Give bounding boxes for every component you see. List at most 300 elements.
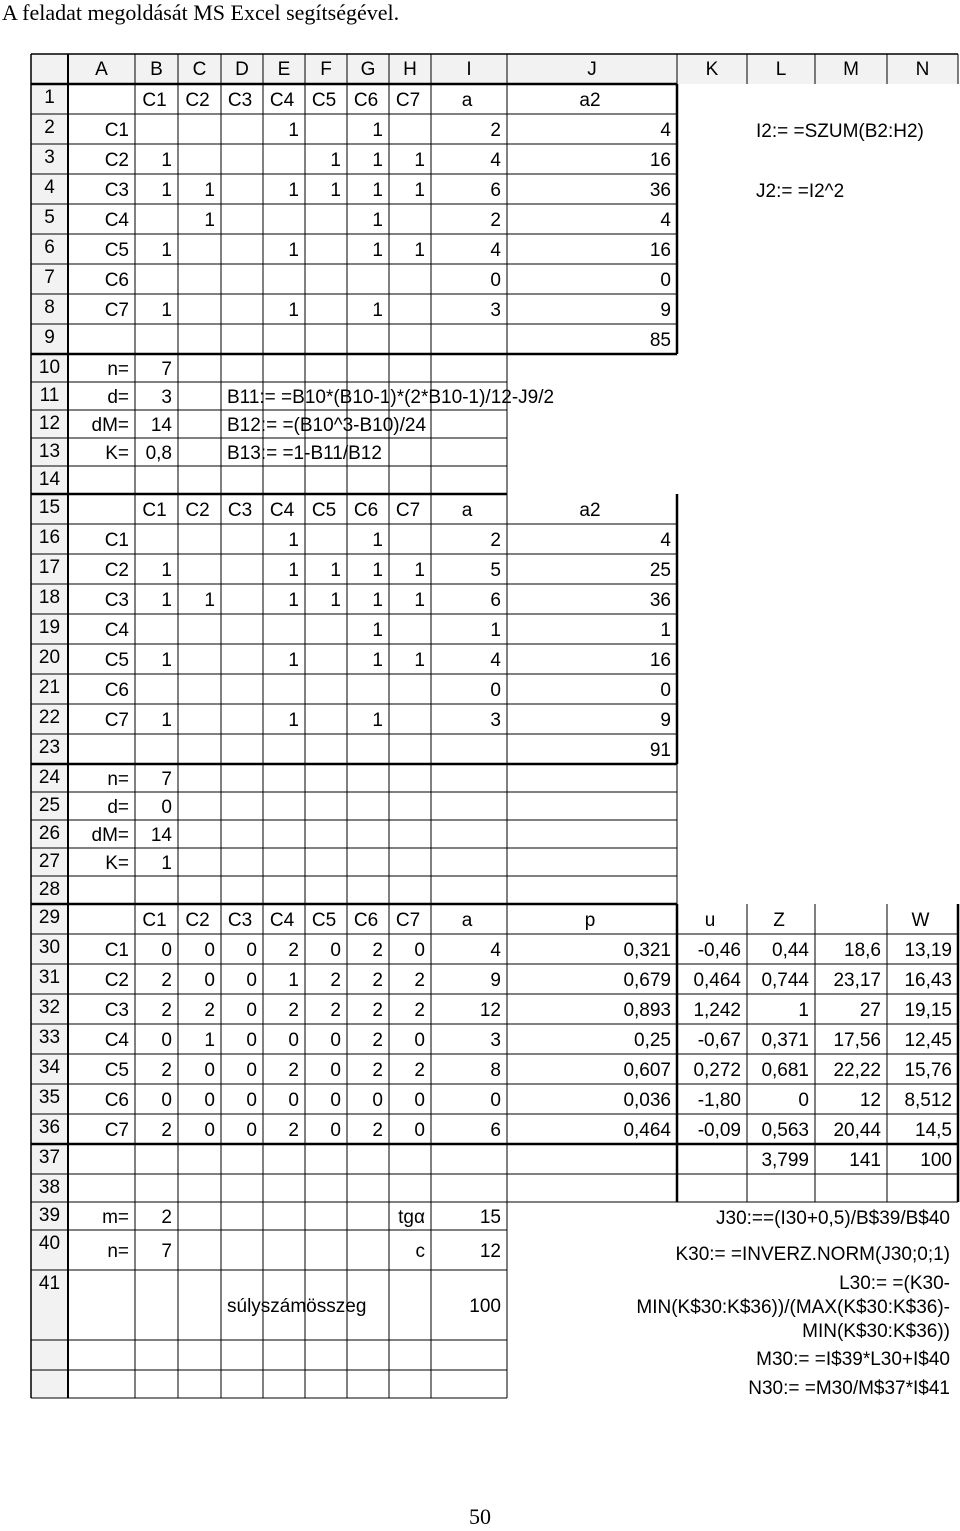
spreadsheet-cell-m32[interactable]: 27 xyxy=(859,999,881,1021)
spreadsheet-cell-e29[interactable]: C4 xyxy=(269,909,295,931)
spreadsheet-cell-f31[interactable]: 2 xyxy=(330,969,341,991)
spreadsheet-cell-g29[interactable]: C6 xyxy=(353,909,379,931)
spreadsheet-cell-i32[interactable]: 12 xyxy=(479,999,501,1021)
spreadsheet-cell-e31[interactable]: 1 xyxy=(288,969,299,991)
spreadsheet-cell-i18[interactable]: 6 xyxy=(490,589,501,611)
spreadsheet-cell-i20[interactable]: 4 xyxy=(490,649,501,671)
spreadsheet-cell-b33[interactable]: 0 xyxy=(161,1029,172,1051)
spreadsheet-cell-m34[interactable]: 22,22 xyxy=(833,1059,881,1081)
spreadsheet-cell-f18[interactable]: 1 xyxy=(330,589,341,611)
spreadsheet-cell-m30[interactable]: 18,6 xyxy=(844,939,881,961)
row-header-29[interactable]: 29 xyxy=(38,907,61,928)
spreadsheet-cell-b25[interactable]: 0 xyxy=(161,796,172,818)
spreadsheet-cell-e32[interactable]: 2 xyxy=(288,999,299,1021)
spreadsheet-cell-f4[interactable]: 1 xyxy=(330,179,341,201)
spreadsheet-cell-h4[interactable]: 1 xyxy=(414,179,425,201)
spreadsheet-cell-g20[interactable]: 1 xyxy=(372,649,383,671)
row-header-28[interactable]: 28 xyxy=(38,879,61,900)
spreadsheet-cell-h3[interactable]: 1 xyxy=(414,149,425,171)
spreadsheet-cell-a25[interactable]: d= xyxy=(107,796,129,818)
spreadsheet-cell-a4[interactable]: C3 xyxy=(104,179,129,201)
row-header-1[interactable]: 1 xyxy=(44,87,55,108)
spreadsheet-cell-c5[interactable]: 1 xyxy=(204,209,215,231)
spreadsheet-cell-g16[interactable]: 1 xyxy=(372,529,383,551)
spreadsheet-cell-b6[interactable]: 1 xyxy=(161,239,172,261)
spreadsheet-cell-a6[interactable]: C5 xyxy=(104,239,129,261)
spreadsheet-cell-k30[interactable]: -0,46 xyxy=(697,939,741,961)
row-header-12[interactable]: 12 xyxy=(38,413,61,434)
row-header-10[interactable]: 10 xyxy=(38,357,61,378)
spreadsheet-cell-d30[interactable]: 0 xyxy=(246,939,257,961)
spreadsheet-cell-g18[interactable]: 1 xyxy=(372,589,383,611)
spreadsheet-cell-i2[interactable]: 2 xyxy=(490,119,501,141)
row-header-22[interactable]: 22 xyxy=(38,707,61,728)
spreadsheet-cell-i21[interactable]: 0 xyxy=(490,679,501,701)
row-header-24[interactable]: 24 xyxy=(38,767,61,788)
spreadsheet-cell-c36[interactable]: 0 xyxy=(204,1119,215,1141)
spreadsheet-cell-e22[interactable]: 1 xyxy=(288,709,299,731)
spreadsheet-cell-e1[interactable]: C4 xyxy=(269,89,295,111)
row-header-15[interactable]: 15 xyxy=(38,497,61,518)
spreadsheet-cell-a3[interactable]: C2 xyxy=(104,149,129,171)
spreadsheet-cell-e34[interactable]: 2 xyxy=(288,1059,299,1081)
spreadsheet-cell-h29[interactable]: C7 xyxy=(395,909,421,931)
row-header-14[interactable]: 14 xyxy=(38,469,61,490)
spreadsheet-cell-j21[interactable]: 0 xyxy=(660,679,671,701)
spreadsheet-cell-i30[interactable]: 4 xyxy=(490,939,501,961)
spreadsheet-cell-a33[interactable]: C4 xyxy=(104,1029,129,1051)
spreadsheet-cell-e16[interactable]: 1 xyxy=(288,529,299,551)
spreadsheet-cell-e4[interactable]: 1 xyxy=(288,179,299,201)
spreadsheet-cell-j32[interactable]: 0,893 xyxy=(623,999,671,1021)
spreadsheet-cell-b1[interactable]: C1 xyxy=(142,89,167,111)
spreadsheet-cell-e2[interactable]: 1 xyxy=(288,119,299,141)
spreadsheet-cell-i15[interactable]: a xyxy=(461,499,473,521)
row-header-30[interactable]: 30 xyxy=(38,937,61,958)
spreadsheet-cell-k29[interactable]: u xyxy=(704,909,716,931)
spreadsheet-cell-f17[interactable]: 1 xyxy=(330,559,341,581)
row-header-21[interactable]: 21 xyxy=(38,677,61,698)
spreadsheet-cell-j16[interactable]: 4 xyxy=(660,529,671,551)
spreadsheet-cell-l30[interactable]: 0,44 xyxy=(772,939,809,961)
spreadsheet-cell-n34[interactable]: 15,76 xyxy=(904,1059,952,1081)
spreadsheet-cell-j30[interactable]: 0,321 xyxy=(623,939,671,961)
row-header-33[interactable]: 33 xyxy=(38,1027,61,1048)
row-header-2[interactable]: 2 xyxy=(44,117,55,138)
spreadsheet-cell-g34[interactable]: 2 xyxy=(372,1059,383,1081)
column-header-f[interactable]: F xyxy=(320,59,332,80)
spreadsheet-cell-d36[interactable]: 0 xyxy=(246,1119,257,1141)
spreadsheet-cell-f30[interactable]: 0 xyxy=(330,939,341,961)
spreadsheet-cell-j33[interactable]: 0,25 xyxy=(634,1029,671,1051)
spreadsheet-cell-d12[interactable]: B12:= =(B10^3-B10)/24 xyxy=(227,414,427,436)
row-header-7[interactable]: 7 xyxy=(44,267,55,288)
spreadsheet-cell-b30[interactable]: 0 xyxy=(161,939,172,961)
spreadsheet-cell-b15[interactable]: C1 xyxy=(142,499,167,521)
spreadsheet-cell-g35[interactable]: 0 xyxy=(372,1089,383,1111)
row-header-9[interactable]: 9 xyxy=(44,327,55,348)
spreadsheet-cell-c4[interactable]: 1 xyxy=(204,179,215,201)
spreadsheet-cell-g30[interactable]: 2 xyxy=(372,939,383,961)
spreadsheet-cell-k34[interactable]: 0,272 xyxy=(693,1059,741,1081)
spreadsheet-cell-b40[interactable]: 7 xyxy=(161,1240,172,1262)
spreadsheet-cell-b3[interactable]: 1 xyxy=(161,149,172,171)
spreadsheet-cell-e15[interactable]: C4 xyxy=(269,499,295,521)
spreadsheet-cell-e33[interactable]: 0 xyxy=(288,1029,299,1051)
spreadsheet-cell-h30[interactable]: 0 xyxy=(414,939,425,961)
spreadsheet-cell-a24[interactable]: n= xyxy=(107,768,129,790)
spreadsheet-cell-i19[interactable]: 1 xyxy=(490,619,501,641)
spreadsheet-cell-e6[interactable]: 1 xyxy=(288,239,299,261)
spreadsheet-cell-c34[interactable]: 0 xyxy=(204,1059,215,1081)
spreadsheet-cell-k35[interactable]: -1,80 xyxy=(697,1089,741,1111)
spreadsheet-cell-b18[interactable]: 1 xyxy=(161,589,172,611)
spreadsheet-cell-d41[interactable]: súlyszámösszeg xyxy=(227,1295,367,1317)
spreadsheet-cell-e17[interactable]: 1 xyxy=(288,559,299,581)
spreadsheet-cell-a30[interactable]: C1 xyxy=(104,939,129,961)
spreadsheet-cell-i33[interactable]: 3 xyxy=(490,1029,501,1051)
spreadsheet-cell-d34[interactable]: 0 xyxy=(246,1059,257,1081)
spreadsheet-cell-i4[interactable]: 6 xyxy=(490,179,501,201)
row-header-6[interactable]: 6 xyxy=(44,237,55,258)
spreadsheet-cell-e18[interactable]: 1 xyxy=(288,589,299,611)
spreadsheet-cell-a21[interactable]: C6 xyxy=(104,679,129,701)
spreadsheet-cell-j22[interactable]: 9 xyxy=(660,709,671,731)
spreadsheet-cell-f33[interactable]: 0 xyxy=(330,1029,341,1051)
spreadsheet-cell-c33[interactable]: 1 xyxy=(204,1029,215,1051)
row-header-20[interactable]: 20 xyxy=(38,647,61,668)
spreadsheet-cell-n30[interactable]: 13,19 xyxy=(904,939,952,961)
spreadsheet-cell-h39[interactable]: tgα xyxy=(398,1206,425,1228)
spreadsheet-cell-a27[interactable]: K= xyxy=(105,852,129,874)
spreadsheet-cell-e20[interactable]: 1 xyxy=(288,649,299,671)
spreadsheet-cell-i7[interactable]: 0 xyxy=(490,269,501,291)
spreadsheet-cell-j29[interactable]: p xyxy=(584,909,596,931)
spreadsheet-cell-j18[interactable]: 36 xyxy=(649,589,671,611)
spreadsheet-cell-g17[interactable]: 1 xyxy=(372,559,383,581)
spreadsheet-cell-n29[interactable]: W xyxy=(911,909,930,931)
row-header-37[interactable]: 37 xyxy=(38,1147,61,1168)
spreadsheet-cell-e8[interactable]: 1 xyxy=(288,299,299,321)
spreadsheet-cell-a7[interactable]: C6 xyxy=(104,269,129,291)
spreadsheet-cell-i39[interactable]: 15 xyxy=(479,1206,501,1228)
spreadsheet-cell-c35[interactable]: 0 xyxy=(204,1089,215,1111)
column-header-e[interactable]: E xyxy=(277,59,291,80)
spreadsheet-cell-j8[interactable]: 9 xyxy=(660,299,671,321)
spreadsheet-cell-b29[interactable]: C1 xyxy=(142,909,167,931)
column-header-g[interactable]: G xyxy=(360,59,376,80)
spreadsheet-cell-j6[interactable]: 16 xyxy=(649,239,671,261)
spreadsheet-cell-h6[interactable]: 1 xyxy=(414,239,425,261)
spreadsheet-cell-k33[interactable]: -0,67 xyxy=(697,1029,741,1051)
spreadsheet-cell-j2[interactable]: 4 xyxy=(660,119,671,141)
row-header-38[interactable]: 38 xyxy=(38,1177,61,1198)
row-header-11[interactable]: 11 xyxy=(39,385,60,406)
spreadsheet-cell-h20[interactable]: 1 xyxy=(414,649,425,671)
spreadsheet-cell-b35[interactable]: 0 xyxy=(161,1089,172,1111)
spreadsheet-cell-g8[interactable]: 1 xyxy=(372,299,383,321)
spreadsheet-cell-i16[interactable]: 2 xyxy=(490,529,501,551)
spreadsheet-cell-b32[interactable]: 2 xyxy=(161,999,172,1021)
spreadsheet-cell-e30[interactable]: 2 xyxy=(288,939,299,961)
spreadsheet-cell-a13[interactable]: K= xyxy=(105,442,129,464)
spreadsheet-cell-a35[interactable]: C6 xyxy=(104,1089,129,1111)
spreadsheet-cell-a12[interactable]: dM= xyxy=(91,414,129,436)
spreadsheet-cell-m36[interactable]: 20,44 xyxy=(833,1119,881,1141)
spreadsheet-cell-j17[interactable]: 25 xyxy=(649,559,671,581)
spreadsheet-cell-d11[interactable]: B11:= =B10*(B10-1)*(2*B10-1)/12-J9/2 xyxy=(227,386,555,408)
row-header-23[interactable]: 23 xyxy=(38,737,61,758)
spreadsheet-cell-n33[interactable]: 12,45 xyxy=(904,1029,952,1051)
row-header-32[interactable]: 32 xyxy=(38,997,61,1018)
spreadsheet-cell-g33[interactable]: 2 xyxy=(372,1029,383,1051)
row-header-39[interactable]: 39 xyxy=(38,1205,61,1226)
spreadsheet-cell-c18[interactable]: 1 xyxy=(204,589,215,611)
spreadsheet-cell-b13[interactable]: 0,8 xyxy=(145,442,172,464)
spreadsheet-cell-f35[interactable]: 0 xyxy=(330,1089,341,1111)
spreadsheet-cell-j5[interactable]: 4 xyxy=(660,209,671,231)
row-header-18[interactable]: 18 xyxy=(38,587,61,608)
spreadsheet-cell-b11[interactable]: 3 xyxy=(161,386,172,408)
spreadsheet-cell-l35[interactable]: 0 xyxy=(798,1089,809,1111)
spreadsheet-cell-c29[interactable]: C2 xyxy=(185,909,210,931)
row-header-35[interactable]: 35 xyxy=(38,1087,61,1108)
row-header-40[interactable]: 40 xyxy=(38,1233,61,1254)
spreadsheet-cell-i6[interactable]: 4 xyxy=(490,239,501,261)
spreadsheet-cell-b31[interactable]: 2 xyxy=(161,969,172,991)
spreadsheet-cell-a19[interactable]: C4 xyxy=(104,619,129,641)
spreadsheet-cell-c32[interactable]: 2 xyxy=(204,999,215,1021)
row-header-36[interactable]: 36 xyxy=(38,1117,61,1138)
spreadsheet-cell-h32[interactable]: 2 xyxy=(414,999,425,1021)
spreadsheet-cell-a5[interactable]: C4 xyxy=(104,209,129,231)
spreadsheet-cell-b34[interactable]: 2 xyxy=(161,1059,172,1081)
spreadsheet-cell-l29[interactable]: Z xyxy=(773,909,785,931)
spreadsheet-cell-c15[interactable]: C2 xyxy=(185,499,210,521)
spreadsheet-cell-k36[interactable]: -0,09 xyxy=(697,1119,741,1141)
column-header-d[interactable]: D xyxy=(235,59,249,80)
spreadsheet-cell-c30[interactable]: 0 xyxy=(204,939,215,961)
spreadsheet-cell-b12[interactable]: 14 xyxy=(150,414,172,436)
spreadsheet-cell-f3[interactable]: 1 xyxy=(330,149,341,171)
spreadsheet-cell-a11[interactable]: d= xyxy=(107,386,129,408)
spreadsheet-cell-b22[interactable]: 1 xyxy=(161,709,172,731)
spreadsheet-cell-a16[interactable]: C1 xyxy=(104,529,129,551)
spreadsheet-cell-i36[interactable]: 6 xyxy=(490,1119,501,1141)
column-header-b[interactable]: B xyxy=(150,59,163,80)
spreadsheet-cell-i40[interactable]: 12 xyxy=(479,1240,501,1262)
spreadsheet-cell-j3[interactable]: 16 xyxy=(649,149,671,171)
column-header-l[interactable]: L xyxy=(775,59,787,80)
spreadsheet-cell-c1[interactable]: C2 xyxy=(185,89,210,111)
spreadsheet-cell-i29[interactable]: a xyxy=(461,909,473,931)
column-header-n[interactable]: N xyxy=(915,59,930,80)
spreadsheet-cell-j9[interactable]: 85 xyxy=(649,329,671,351)
spreadsheet-cell-f1[interactable]: C5 xyxy=(311,89,337,111)
spreadsheet-cell-g1[interactable]: C6 xyxy=(353,89,379,111)
spreadsheet-cell-f34[interactable]: 0 xyxy=(330,1059,341,1081)
spreadsheet-cell-h36[interactable]: 0 xyxy=(414,1119,425,1141)
row-header-16[interactable]: 16 xyxy=(38,527,61,548)
spreadsheet-cell-j15[interactable]: a2 xyxy=(579,499,601,521)
spreadsheet-cell-h35[interactable]: 0 xyxy=(414,1089,425,1111)
spreadsheet-cell-g31[interactable]: 2 xyxy=(372,969,383,991)
column-header-h[interactable]: H xyxy=(403,59,417,80)
row-header-41[interactable]: 41 xyxy=(38,1273,61,1294)
spreadsheet-cell-m37[interactable]: 141 xyxy=(849,1149,881,1171)
spreadsheet-cell-a10[interactable]: n= xyxy=(107,358,129,380)
spreadsheet-cell-j23[interactable]: 91 xyxy=(649,739,671,761)
spreadsheet-cell-i34[interactable]: 8 xyxy=(490,1059,501,1081)
spreadsheet-cell-d1[interactable]: C3 xyxy=(227,89,253,111)
spreadsheet-cell-b39[interactable]: 2 xyxy=(161,1206,172,1228)
row-header-13[interactable]: 13 xyxy=(38,441,61,462)
spreadsheet-cell-b20[interactable]: 1 xyxy=(161,649,172,671)
spreadsheet-cell-l32[interactable]: 1 xyxy=(798,999,809,1021)
spreadsheet-cell-c31[interactable]: 0 xyxy=(204,969,215,991)
spreadsheet-cell-b10[interactable]: 7 xyxy=(161,358,172,380)
spreadsheet-cell-b24[interactable]: 7 xyxy=(161,768,172,790)
spreadsheet-cell-g6[interactable]: 1 xyxy=(372,239,383,261)
spreadsheet-cell-j20[interactable]: 16 xyxy=(649,649,671,671)
column-header-a[interactable]: A xyxy=(95,59,108,80)
spreadsheet-cell-g22[interactable]: 1 xyxy=(372,709,383,731)
spreadsheet-cell-j36[interactable]: 0,464 xyxy=(623,1119,671,1141)
spreadsheet-cell-f36[interactable]: 0 xyxy=(330,1119,341,1141)
row-header-19[interactable]: 19 xyxy=(38,617,61,638)
spreadsheet-cell-g2[interactable]: 1 xyxy=(372,119,383,141)
spreadsheet-cell-i3[interactable]: 4 xyxy=(490,149,501,171)
column-header-m[interactable]: M xyxy=(843,59,859,80)
spreadsheet-cell-a20[interactable]: C5 xyxy=(104,649,129,671)
spreadsheet-cell-h1[interactable]: C7 xyxy=(395,89,421,111)
spreadsheet-cell-l31[interactable]: 0,744 xyxy=(761,969,809,991)
spreadsheet-cell-d35[interactable]: 0 xyxy=(246,1089,257,1111)
spreadsheet-cell-h31[interactable]: 2 xyxy=(414,969,425,991)
spreadsheet-cell-b27[interactable]: 1 xyxy=(161,852,172,874)
spreadsheet-cell-d33[interactable]: 0 xyxy=(246,1029,257,1051)
spreadsheet-cell-i1[interactable]: a xyxy=(461,89,473,111)
row-header-17[interactable]: 17 xyxy=(38,557,61,578)
spreadsheet-cell-m35[interactable]: 12 xyxy=(859,1089,881,1111)
column-header-c[interactable]: C xyxy=(192,59,207,80)
spreadsheet-cell-a39[interactable]: m= xyxy=(102,1206,129,1228)
row-header-4[interactable]: 4 xyxy=(44,177,55,198)
spreadsheet-cell-j31[interactable]: 0,679 xyxy=(623,969,671,991)
spreadsheet-cell-g3[interactable]: 1 xyxy=(372,149,383,171)
spreadsheet-cell-n32[interactable]: 19,15 xyxy=(904,999,952,1021)
spreadsheet-cell-h18[interactable]: 1 xyxy=(414,589,425,611)
spreadsheet-cell-a40[interactable]: n= xyxy=(107,1240,129,1262)
spreadsheet-cell-j35[interactable]: 0,036 xyxy=(623,1089,671,1111)
spreadsheet-cell-d13[interactable]: B13:= =1-B11/B12 xyxy=(227,442,382,464)
spreadsheet-cell-k32[interactable]: 1,242 xyxy=(693,999,741,1021)
spreadsheet-cell-h33[interactable]: 0 xyxy=(414,1029,425,1051)
spreadsheet-cell-b26[interactable]: 14 xyxy=(150,824,172,846)
row-header-3[interactable]: 3 xyxy=(44,147,55,168)
spreadsheet-cell-d29[interactable]: C3 xyxy=(227,909,253,931)
spreadsheet-cell-n36[interactable]: 14,5 xyxy=(915,1119,952,1141)
spreadsheet-cell-i31[interactable]: 9 xyxy=(490,969,501,991)
spreadsheet-cell-n31[interactable]: 16,43 xyxy=(904,969,952,991)
spreadsheet-cell-i5[interactable]: 2 xyxy=(490,209,501,231)
spreadsheet-cell-l33[interactable]: 0,371 xyxy=(761,1029,809,1051)
spreadsheet-cell-f15[interactable]: C5 xyxy=(311,499,337,521)
spreadsheet-cell-m33[interactable]: 17,56 xyxy=(833,1029,881,1051)
spreadsheet-cell-i35[interactable]: 0 xyxy=(490,1089,501,1111)
row-header-26[interactable]: 26 xyxy=(38,823,61,844)
spreadsheet-cell-f32[interactable]: 2 xyxy=(330,999,341,1021)
row-header-25[interactable]: 25 xyxy=(38,795,61,816)
column-header-i[interactable]: I xyxy=(466,59,472,80)
spreadsheet-cell-a2[interactable]: C1 xyxy=(104,119,129,141)
row-header-31[interactable]: 31 xyxy=(38,967,61,988)
spreadsheet-cell-a22[interactable]: C7 xyxy=(104,709,129,731)
row-header-8[interactable]: 8 xyxy=(44,297,55,318)
row-header-5[interactable]: 5 xyxy=(44,207,55,228)
spreadsheet-cell-g15[interactable]: C6 xyxy=(353,499,379,521)
spreadsheet-cell-b4[interactable]: 1 xyxy=(161,179,172,201)
spreadsheet-cell-a31[interactable]: C2 xyxy=(104,969,129,991)
spreadsheet-cell-g36[interactable]: 2 xyxy=(372,1119,383,1141)
spreadsheet-cell-g5[interactable]: 1 xyxy=(372,209,383,231)
spreadsheet-cell-h40[interactable]: c xyxy=(415,1240,425,1262)
spreadsheet-cell-h15[interactable]: C7 xyxy=(395,499,421,521)
column-header-k[interactable]: K xyxy=(705,59,719,80)
spreadsheet-cell-g32[interactable]: 2 xyxy=(372,999,383,1021)
spreadsheet-cell-g4[interactable]: 1 xyxy=(372,179,383,201)
spreadsheet-cell-a26[interactable]: dM= xyxy=(91,824,129,846)
spreadsheet-cell-g19[interactable]: 1 xyxy=(372,619,383,641)
spreadsheet-cell-i8[interactable]: 3 xyxy=(490,299,501,321)
spreadsheet-cell-k31[interactable]: 0,464 xyxy=(693,969,741,991)
spreadsheet-cell-a36[interactable]: C7 xyxy=(104,1119,129,1141)
spreadsheet-cell-n35[interactable]: 8,512 xyxy=(904,1089,952,1111)
spreadsheet-cell-j19[interactable]: 1 xyxy=(660,619,671,641)
spreadsheet-cell-a32[interactable]: C3 xyxy=(104,999,129,1021)
spreadsheet-cell-a8[interactable]: C7 xyxy=(104,299,129,321)
spreadsheet-cell-e36[interactable]: 2 xyxy=(288,1119,299,1141)
spreadsheet-cell-d32[interactable]: 0 xyxy=(246,999,257,1021)
spreadsheet-cell-b36[interactable]: 2 xyxy=(161,1119,172,1141)
spreadsheet-cell-a18[interactable]: C3 xyxy=(104,589,129,611)
spreadsheet-cell-h17[interactable]: 1 xyxy=(414,559,425,581)
spreadsheet-cell-j7[interactable]: 0 xyxy=(660,269,671,291)
spreadsheet-cell-e35[interactable]: 0 xyxy=(288,1089,299,1111)
spreadsheet-cell-j4[interactable]: 36 xyxy=(649,179,671,201)
spreadsheet-cell-b17[interactable]: 1 xyxy=(161,559,172,581)
spreadsheet-cell-i17[interactable]: 5 xyxy=(490,559,501,581)
spreadsheet-cell-f29[interactable]: C5 xyxy=(311,909,337,931)
spreadsheet-cell-j1[interactable]: a2 xyxy=(579,89,601,111)
spreadsheet-cell-l37[interactable]: 3,799 xyxy=(761,1149,809,1171)
column-header-j[interactable]: J xyxy=(587,59,597,80)
spreadsheet-cell-a17[interactable]: C2 xyxy=(104,559,129,581)
spreadsheet-cell-l36[interactable]: 0,563 xyxy=(761,1119,809,1141)
row-header-27[interactable]: 27 xyxy=(38,851,61,872)
spreadsheet-cell-i22[interactable]: 3 xyxy=(490,709,501,731)
spreadsheet-cell-b8[interactable]: 1 xyxy=(161,299,172,321)
spreadsheet-cell-d31[interactable]: 0 xyxy=(246,969,257,991)
spreadsheet-cell-m31[interactable]: 23,17 xyxy=(833,969,881,991)
spreadsheet-cell-n37[interactable]: 100 xyxy=(920,1149,952,1171)
spreadsheet-cell-d15[interactable]: C3 xyxy=(227,499,253,521)
spreadsheet-cell-h34[interactable]: 2 xyxy=(414,1059,425,1081)
row-header-34[interactable]: 34 xyxy=(38,1057,61,1078)
spreadsheet-cell-j34[interactable]: 0,607 xyxy=(623,1059,671,1081)
spreadsheet-cell-a34[interactable]: C5 xyxy=(104,1059,129,1081)
spreadsheet-cell-l34[interactable]: 0,681 xyxy=(761,1059,809,1081)
